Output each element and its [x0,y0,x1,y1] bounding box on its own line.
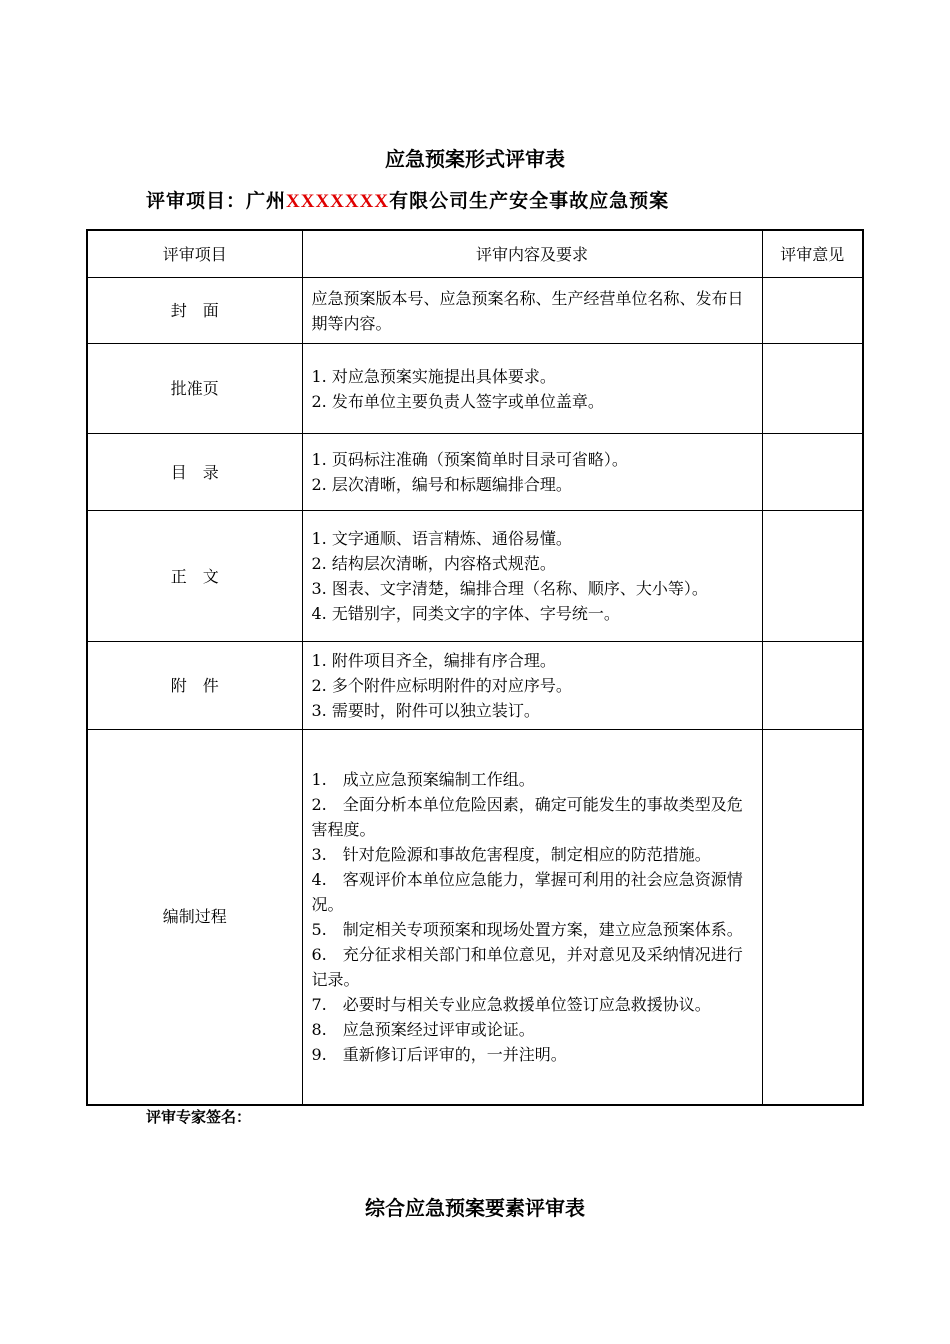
content-line: 3. 针对危险源和事故危害程度，制定相应的防范措施。 [311,844,711,864]
review-table [86,229,864,1106]
opinion-cell[interactable] [762,511,863,642]
row-item-label: 编制过程 [87,730,302,1105]
next-section-title: 综合应急预案要素评审表 [365,1196,585,1220]
content-line: 应急预案版本号、应急预案名称、生产经营单位名称、发布日期等内容。 [311,288,744,333]
content-line: 1. 页码标注准确（预案简单时目录可省略）。 [311,450,628,469]
row-item-label: 目 录 [87,434,302,511]
row-item-label: 附 件 [87,642,302,730]
row-item-label: 封 面 [87,278,302,344]
content-line: 7. 必要时与相关专业应急救援单位签订应急救援协议。 [311,994,711,1014]
content-line: 9. 重新修订后评审的，一并注明。 [311,1044,567,1064]
row-item-label: 批准页 [87,344,302,434]
review-subject-suffix: 有限公司生产安全事故应急预案 [389,190,670,212]
table-row-contents [87,434,863,511]
table-header-row [87,230,863,278]
row-item-label: 正 文 [87,511,302,642]
content-line: 2. 全面分析本单位危险因素，确定可能发生的事故类型及危害程度。 [311,794,743,839]
content-line: 4. 客观评价本单位应急能力，掌握可利用的社会应急资源情况。 [311,869,743,914]
row-content [302,434,762,511]
content-line: 5. 制定相关专项预案和现场处置方案，建立应急预案体系。 [311,919,743,939]
content-line: 1. 对应急预案实施提出具体要求。 [311,366,556,386]
content-line: 1. 文字通顺、语言精炼、通俗易懂。 [311,529,572,548]
header-review-content: 评审内容及要求 [302,230,762,278]
header-review-item: 评审项目 [87,230,302,278]
row-content [302,642,762,730]
content-line: 1. 附件项目齐全，编排有序合理。 [311,651,556,670]
content-line: 2. 多个附件应标明附件的对应序号。 [311,676,572,695]
table-row-body-text [87,511,863,642]
content-line: 8. 应急预案经过评审或论证。 [311,1019,535,1039]
row-content [302,278,762,344]
table-row-cover [87,278,863,344]
content-line: 1. 成立应急预案编制工作组。 [311,769,535,789]
company-placeholder: XXXXXXX [286,191,390,212]
table-row-attachments [87,642,863,730]
content-line: 6. 充分征求相关部门和单位意见，并对意见及采纳情况进行记录。 [311,944,743,989]
opinion-cell[interactable] [762,730,863,1105]
content-line: 2. 层次清晰，编号和标题编排合理。 [311,475,572,494]
expert-signature-label: 评审专家签名： [146,1108,252,1126]
opinion-cell[interactable] [762,278,863,344]
content-line: 2. 结构层次清晰，内容格式规范。 [311,554,556,573]
page-title: 应急预案形式评审表 [385,147,565,171]
content-line: 3. 图表、文字清楚，编排合理（名称、顺序、大小等）。 [311,579,708,598]
opinion-cell[interactable] [762,344,863,434]
content-line: 2. 发布单位主要负责人签字或单位盖章。 [311,391,604,411]
review-subject-prefix: 评审项目：广州 [146,190,287,212]
opinion-cell[interactable] [762,642,863,730]
row-content [302,730,762,1105]
header-review-opinion: 评审意见 [762,230,863,278]
table-row-compilation-process [87,730,863,1105]
opinion-cell[interactable] [762,434,863,511]
content-line: 3. 需要时，附件可以独立装订。 [311,701,540,720]
row-content [302,511,762,642]
review-subject [146,186,669,213]
content-line: 4. 无错别字，同类文字的字体、字号统一。 [311,604,620,623]
table-row-approval-page [87,344,863,434]
row-content [302,344,762,434]
